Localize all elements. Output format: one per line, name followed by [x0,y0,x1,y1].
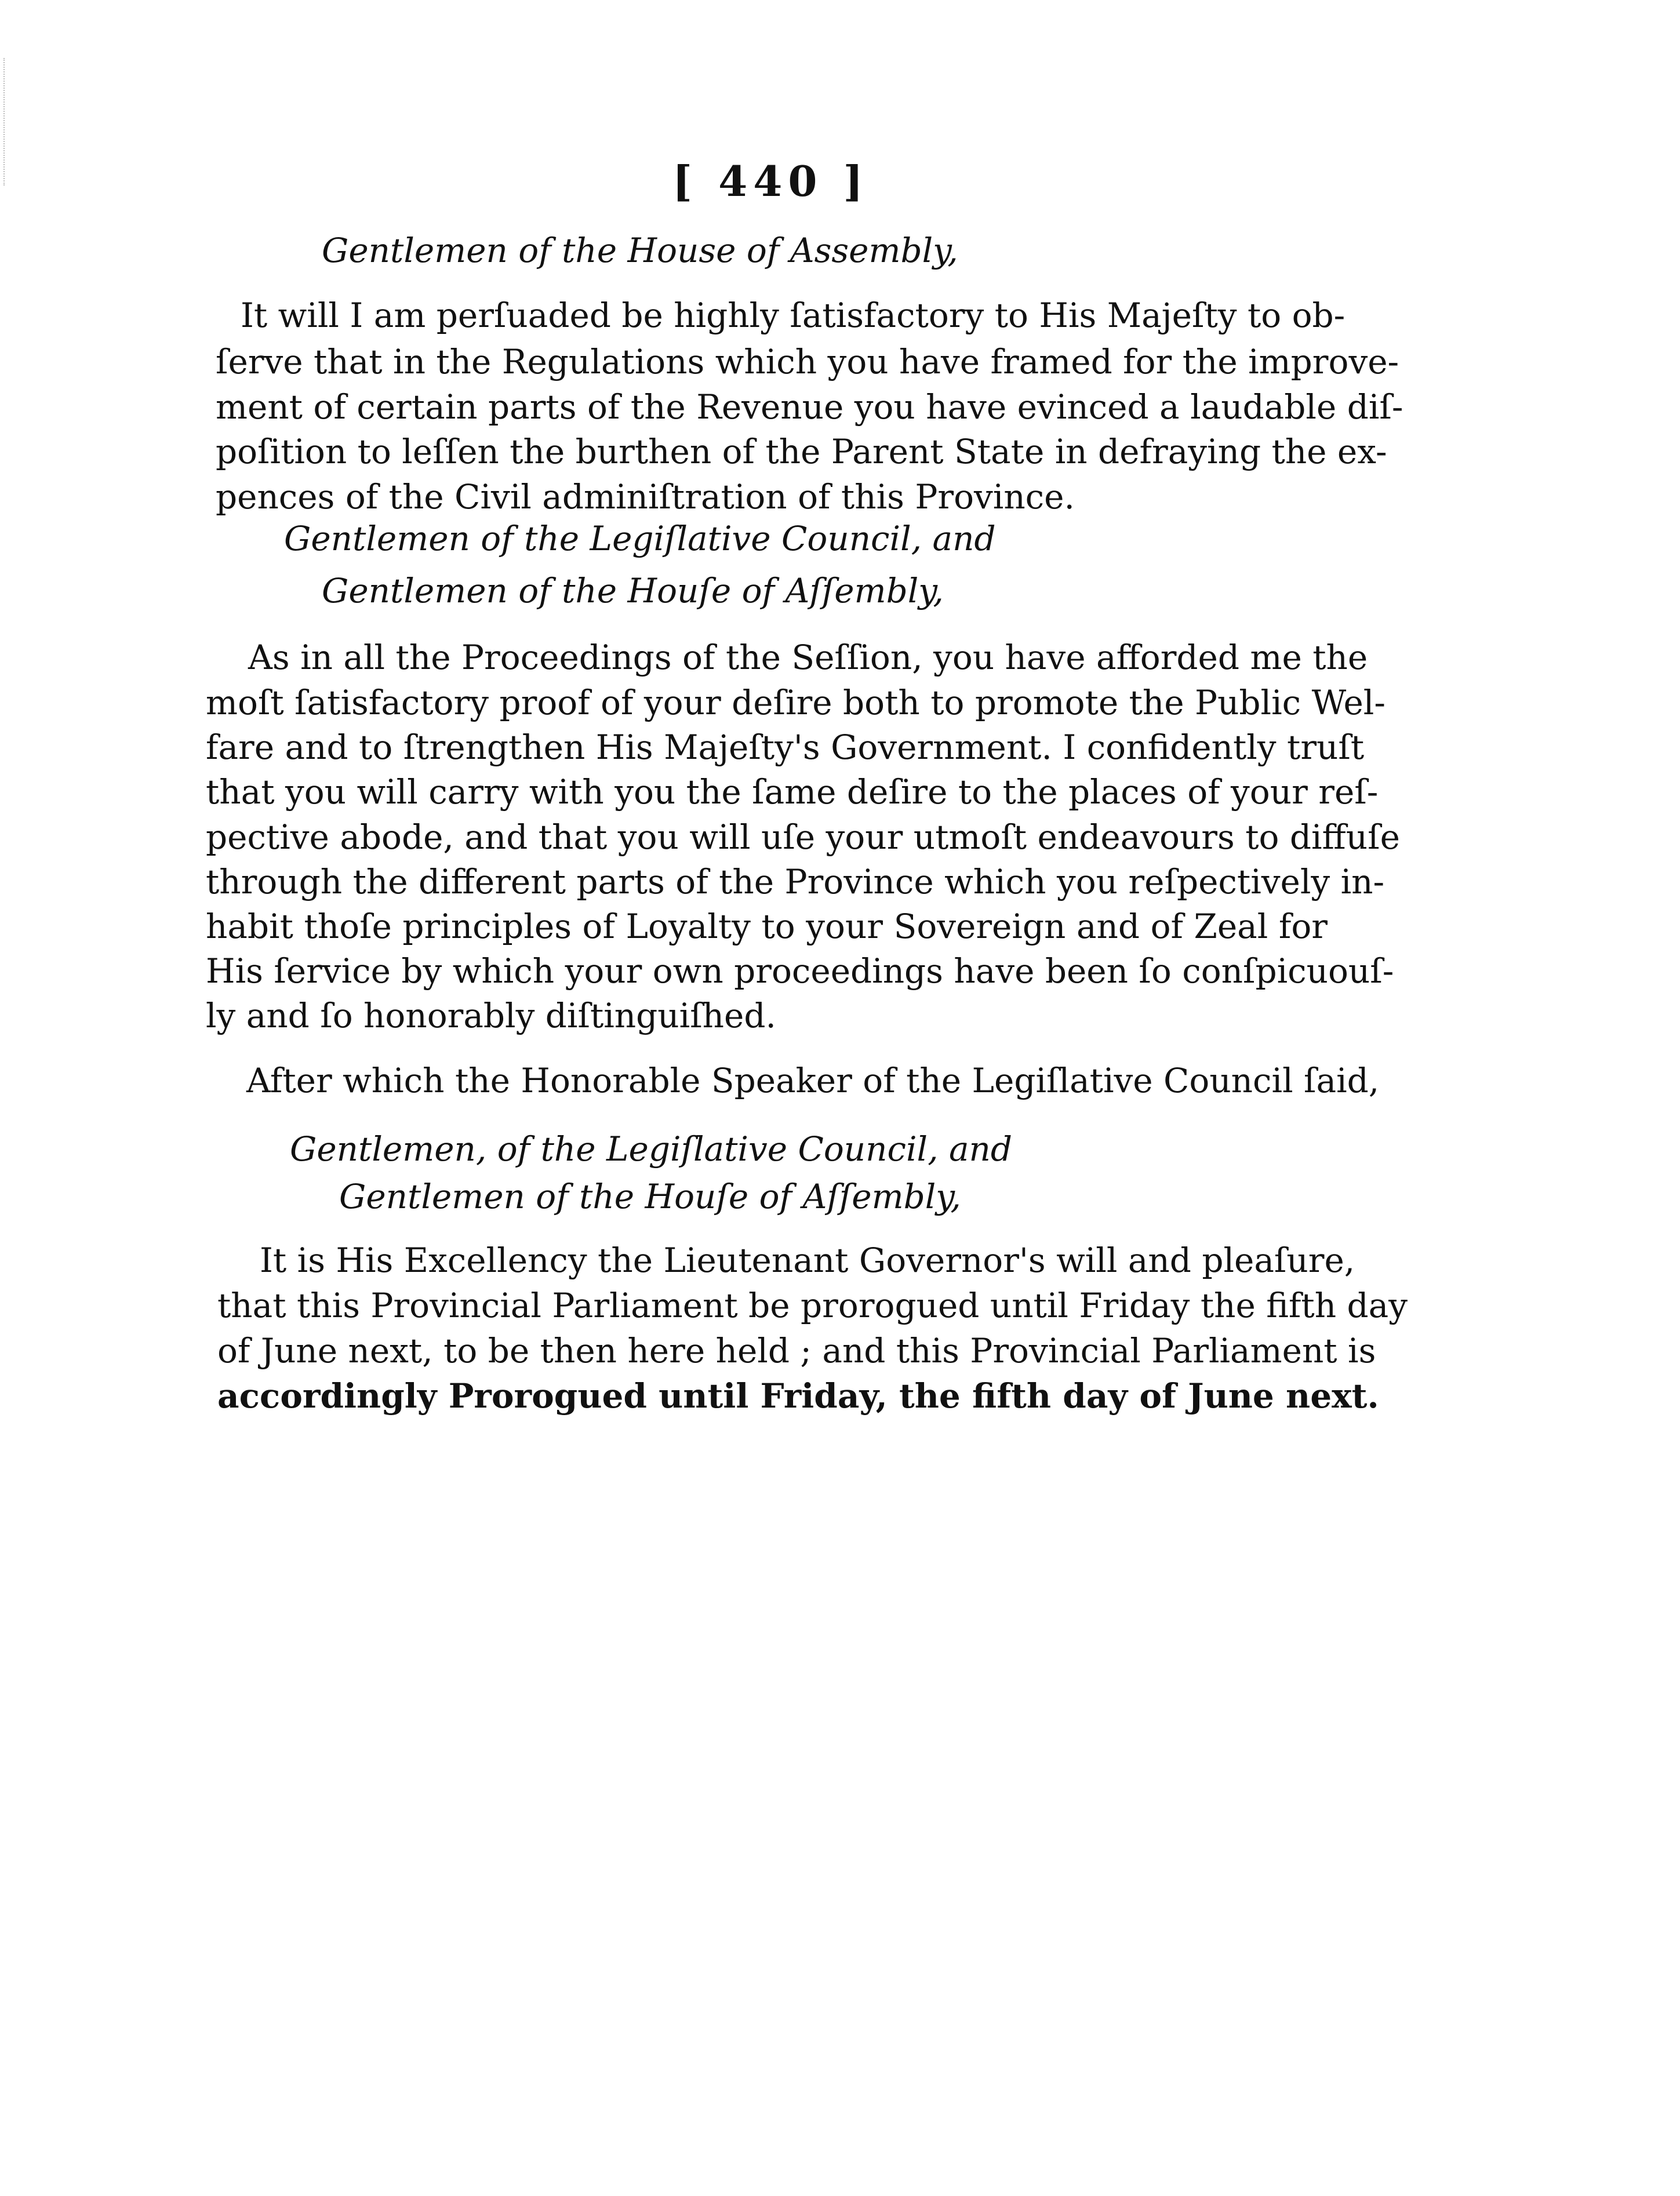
paragraph-3-line: accordingly Prorogued until Friday, the fifth day of June next. [217,1376,1379,1416]
paragraph-2-line: As in all the Proceedings of the Seſſion, you have afforded me the [248,638,1368,677]
paragraph-2-line: His ſervice by which your own proceedings have been ſo conſpicuouſ- [206,951,1394,991]
paragraph-2-line: through the different parts of the Province which you reſpectively in- [206,862,1385,901]
address-legislative-council: Gentlemen, of the Legiſlative Council, and [290,1129,1013,1169]
page-number: [ 440 ] [672,157,869,206]
address-house-of-assembly: Gentlemen of the Houſe of Aſſembly, [322,571,944,610]
paragraph-1-line: pences of the Civil adminiſtration of this Province. [216,477,1075,517]
paragraph-3-line: It is His Excellency the Lieutenant Governor's will and pleaſure, [260,1241,1355,1280]
paragraph-2-line: habit thoſe principles of Loyalty to your Sovereign and of Zeal for [206,907,1328,946]
address-legislative-council: Gentlemen of the Legiſlative Council, and [284,519,996,558]
paragraph-2-line: that you will carry with you the ſame deſire to the places of your reſ- [206,772,1379,812]
address-house-of-assembly: Gentlemen of the Houſe of Aſſembly, [339,1177,961,1216]
paragraph-3-line: of June next, to be then here held ; and this Provincial Parliament is [217,1331,1376,1370]
speaker-statement: After which the Honorable Speaker of the Legiſlative Council ſaid, [246,1061,1380,1100]
paragraph-1-line: poſition to leſſen the burthen of the Parent State in defraying the ex- [216,432,1387,471]
paragraph-1-line: ſerve that in the Regulations which you have framed for the improve- [216,342,1399,381]
paragraph-2-line: pective abode, and that you will uſe your utmoſt endeavours to diffuſe [206,817,1400,857]
address-house-of-assembly: Gentlemen of the House of Assembly, [322,231,958,270]
paragraph-1-line: It will I am perſuaded be highly ſatisfactory to His Majeſty to ob- [241,296,1346,335]
scan-edge-marks [3,58,10,186]
paragraph-2-line: moſt ſatisfactory proof of your deſire both to promote the Public Wel- [206,683,1386,722]
paragraph-2-line: ly and ſo honorably diſtinguiſhed. [206,996,776,1035]
paragraph-1-line: ment of certain parts of the Revenue you have evinced a laudable diſ- [216,387,1403,427]
paragraph-3-line: that this Provincial Parliament be prorogued until Friday the fifth day [217,1286,1408,1325]
paragraph-2-line: fare and to ſtrengthen His Majeſty's Government. I confidently truſt [206,728,1365,767]
